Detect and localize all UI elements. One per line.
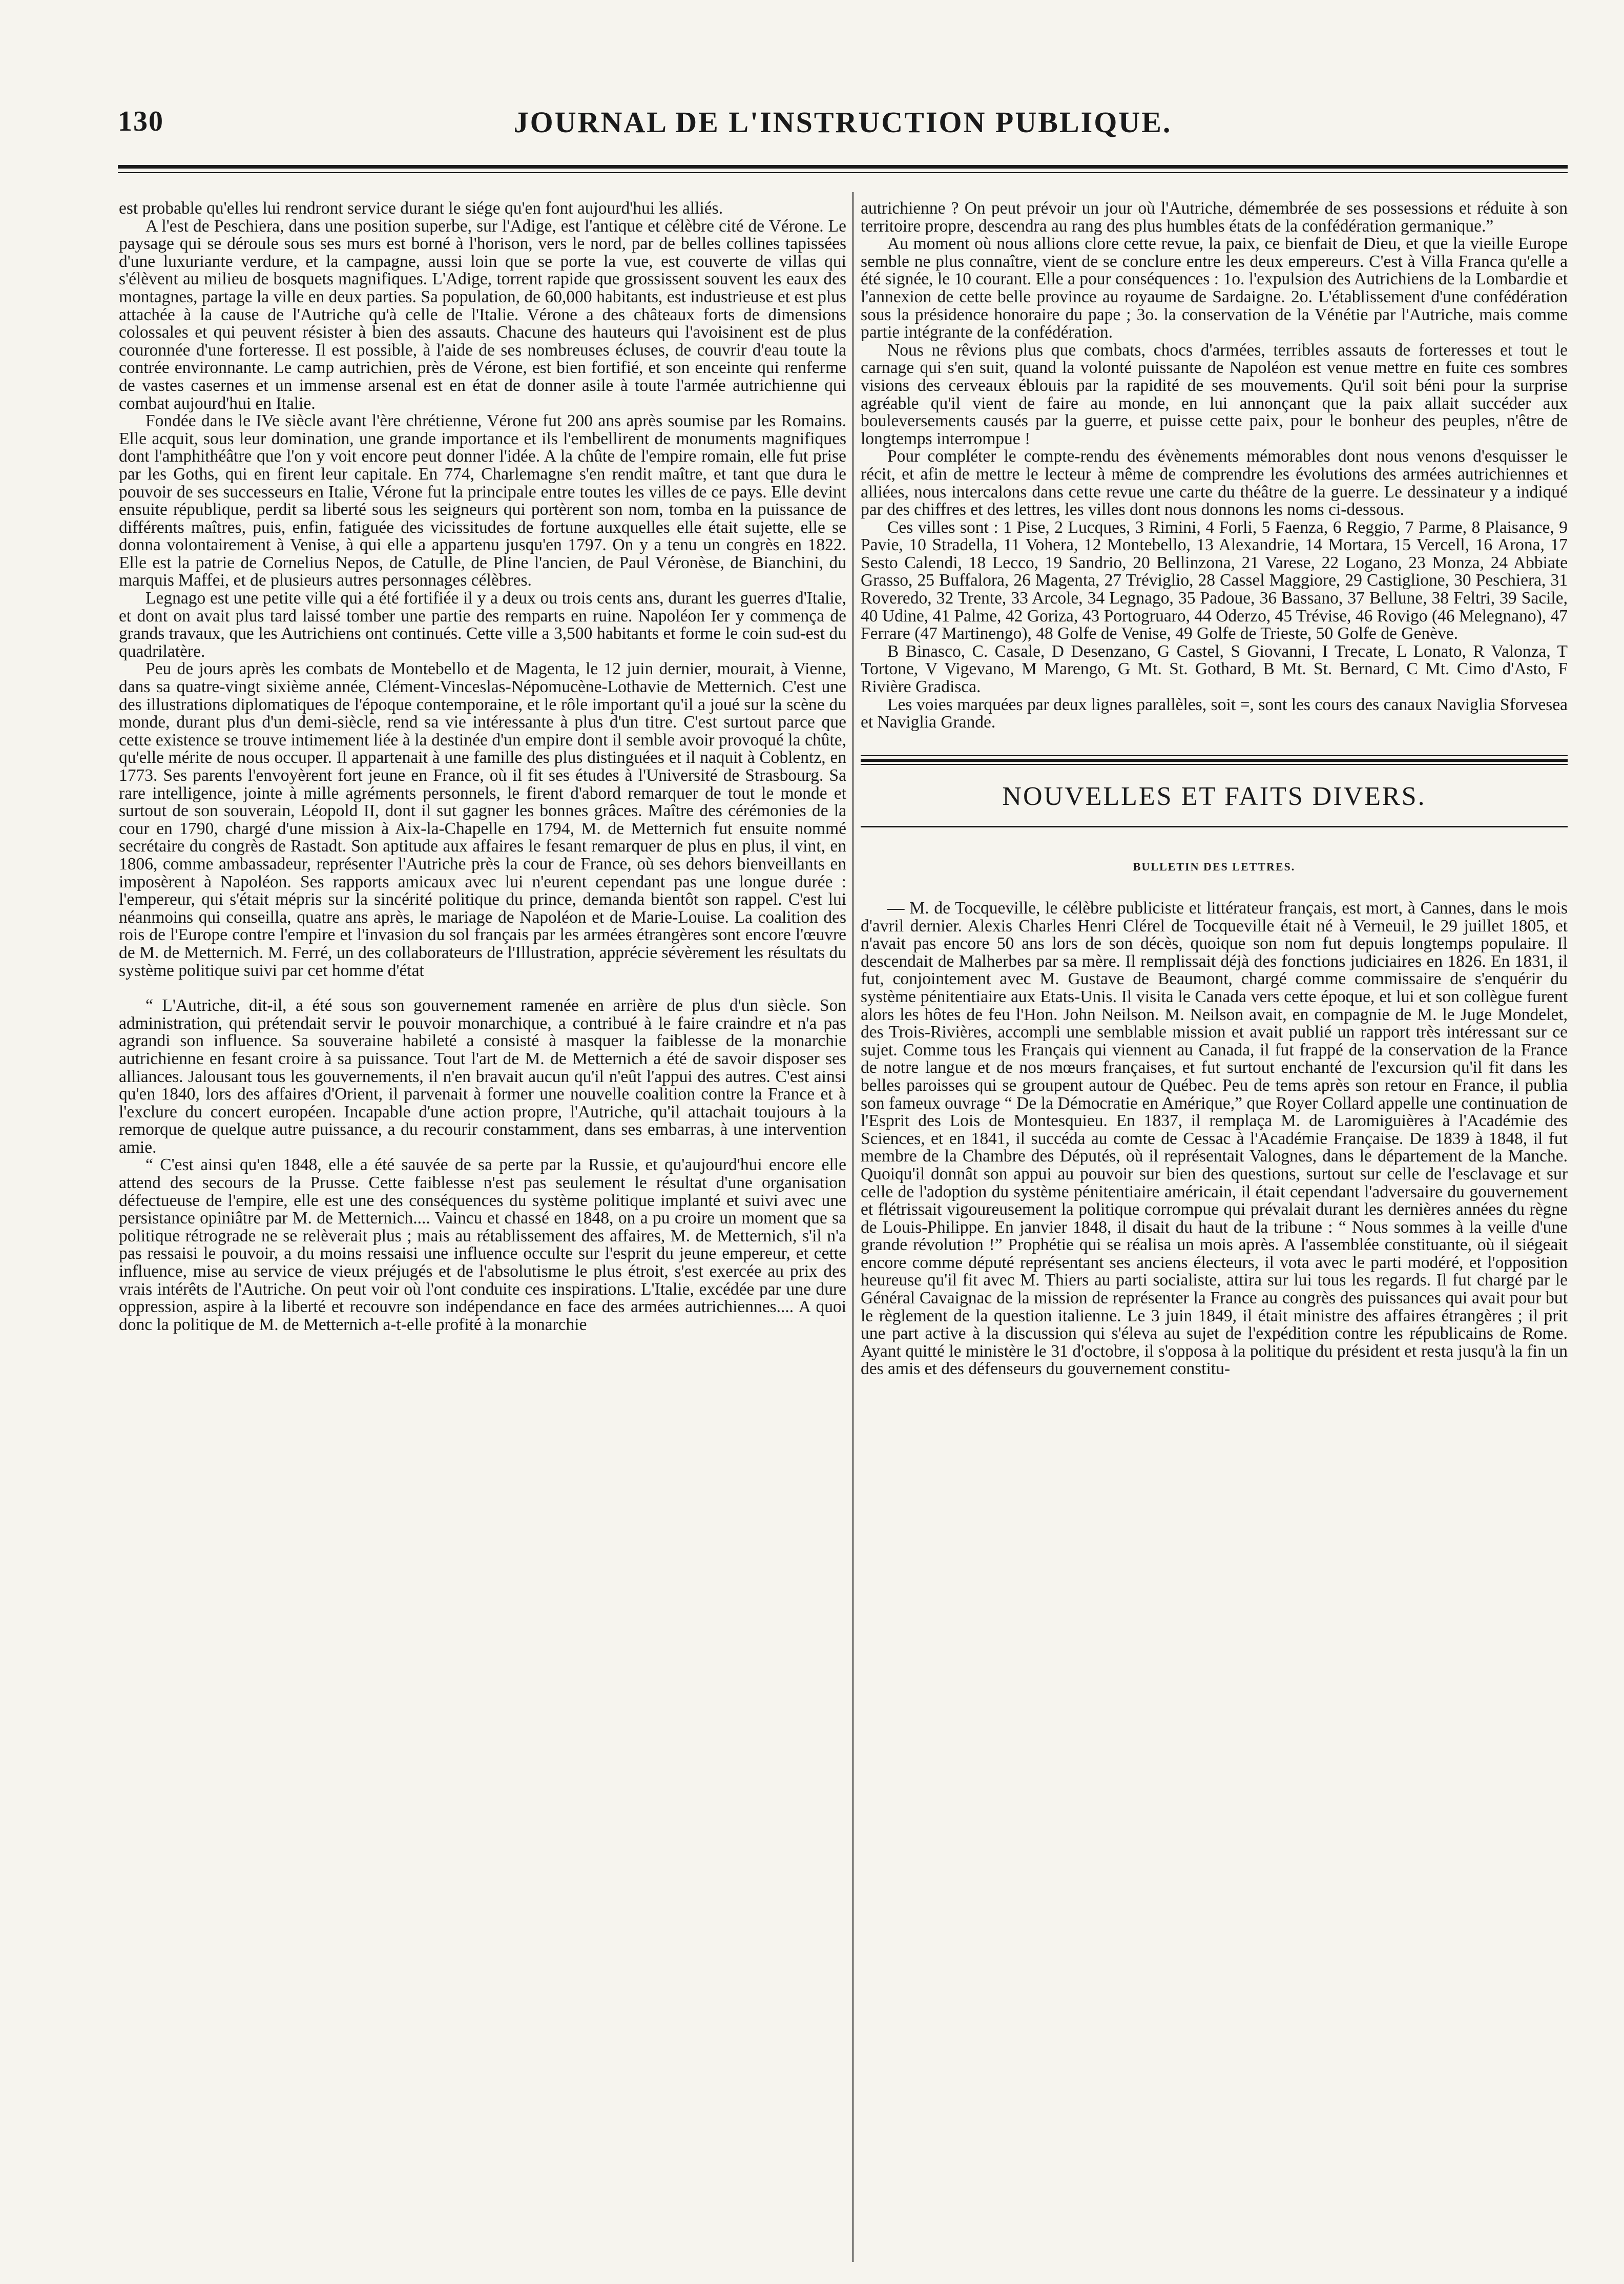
paragraph: “ L'Autriche, dit-il, a été sous son gouvernement ramenée en arrière de plus d'un siècle. Son administration, qui prétendait servir le pouvoir monarchique, a contribué à le faire craindre et n'a pas agrandi son influence. Sa souveraine habileté a consisté à masquer la faiblesse de la monarchie autrichienne en fesant croire à sa puissance. Tout l'art de M. de Metternich a été de savoir disposer ses alliances. Jalousant tous les gouvernements, il n'en bravait aucun qu'il n'eût l'appui des autres. C'est ainsi qu'en 1840, lors des affaires d'Orient, il parvenait à former une nouvelle coalition contre la France et à l'exclure du concert européen. Incapable d'une action propre, l'Autriche, qu'il attachait toujours à la remorque de quelque autre puissance, a du recourir constamment, dans ses embarras, à une intervention amie. <box>119 996 846 1157</box>
paragraph: B Binasco, C. Casale, D Desenzano, G Castel, S Giovanni, I Trecate, L Lonato, R Valonza, T Tortone, V Vigevano, M Marengo, G Mt. St. Gothard, B Mt. St. Bernard, C Mt. Cimo d'Asto, F Rivière Gradisca. <box>861 641 1568 697</box>
paragraph: Fondée dans le IVe siècle avant l'ère chrétienne, Vérone fut 200 ans après soumise par les Romains. Elle acquit, sous leur domination, une grande importance et ils l'embellirent de monuments magnifiques dont l'amphithéâtre que l'on y voit encore peut donner l'idée. A la chûte de l'empire romain, elle fut prise par les Goths, qui en firent leur capitale. En 774, Charlemagne s'en rendit maître, et tant que dura le pouvoir de ses successeurs en Italie, Vérone fut la principale entre toutes les villes de ce pays. Elle devint ensuite république, perdit sa liberté sous les seigneurs qui portèrent son nom, tomba en la puissance de différents maîtres, puis, enfin, fatiguée des vicissitudes de fortune auxquelles elle était sujette, elle se donna volontairement à Venise, à qui elle a appartenu jusqu'en 1797. On y a tenu un congrès en 1822. Elle est la patrie de Cornelius Nepos, de Catulle, de Pline l'ancien, de Paul Véronèse, de Bianchini, du marquis Maffei, et de plusieurs autres personnages célèbres. <box>119 411 846 590</box>
paragraph: Peu de jours après les combats de Montebello et de Magenta, le 12 juin dernier, mourait, à Vienne, dans sa quatre-vingt sixième année, Clément-Vinceslas-Népomucène-Lothavie de Metternich. C'est une des illustrations diplomatiques de l'époque contemporaine, et le rôle important qu'il a joué sur la scène du monde, durant plus d'un demi-siècle, rend sa vie intéressante à plus d'un titre. C'est surtout parce que cette existence se trouve intimement liée à la destinée d'un empire dont il semble avoir provoqué la chûte, qu'elle mérite de nous occuper. Il appartenait à une famille des plus distinguées et il naquit à Coblentz, en 1773. Ses parents l'envoyèrent fort jeune en France, où il fit ses études à l'Université de Strasbourg. Sa rare intelligence, jointe à mille agréments personnels, le firent d'abord remarquer de tout le monde et surtout de son souverain, Léopold II, dont il sut gagner les bonnes grâces. Maître des cérémonies de la cour en 1790, chargé d'une mission à Aix-la-Chapelle en 1794, M. de Metternich fut ensuite nommé secrétaire du congrès de Rastadt. Son aptitude aux affaires le fesant remarquer de plus en plus, il vint, en 1806, comme ambassadeur, représenter l'Autriche près la cour de France, où ses dehors bienveillants en imposèrent à Napoléon. Ses rapports amicaux avec lui n'eurent cependant pas une longue durée : l'empereur, qui s'était mépris sur la sincérité politique du prince, demanda bientôt son rappel. C'est lui néanmoins qui conseilla, quatre ans après, le mariage de Napoléon et de Marie-Louise. La coalition des rois de l'Europe contre l'empire et l'invasion du sol français par les armées étrangères sont encore l'œuvre de M. de Metternich. M. Ferré, un des collaborateurs de l'Illustration, apprécie sévèrement les résultats du système politique suivi par cet homme d'état <box>119 659 846 980</box>
paragraph: A l'est de Peschiera, dans une position superbe, sur l'Adige, est l'antique et célèbre cité de Vérone. Le paysage qui se déroule sous ses murs est borné à l'horison, vers le nord, par de belles collines tapissées d'une luxuriante verdure, et la campagne, aussi loin que se porte la vue, est couverte de villas qui s'élèvent au milieu de bosquets magnifiques. L'Adige, torrent rapide que grossissent souvent les eaux des montagnes, partage la ville en deux parties. Sa population, de 60,000 habitants, est industrieuse et est plus attachée à la cause de l'Autriche qu'à celle de l'Italie. Vérone a des châteaux forts de dimensions colossales et qui peuvent résister à bien des assauts. Chacune des hauteurs qui l'avoisinent est de plus couronnée d'une forteresse. Il est possible, à l'aide de ses nombreuses écluses, de couvrir d'eau toute la contrée environnante. Le camp autrichien, près de Vérone, est bien fortifié, et son enceinte qui renferme de vastes casernes et un immense arsenal est en état de donner asile à toute l'armée autrichienne qui combat aujourd'hui en Italie. <box>119 216 846 413</box>
subsection-heading: BULLETIN DES LETTRES. <box>1133 860 1296 874</box>
paragraph: — M. de Tocqueville, le célèbre publiciste et littérateur français, est mort, à Cannes, dans le mois d'avril dernier. Alexis Charles Henri Clérel de Tocqueville était né à Verneuil, le 29 juillet 1805, et n'avait pas encore 50 ans lors de son décès, quoique son nom fut depuis longtemps populaire. Il descendait de Malherbes par sa mère. Il remplissait déjà des fonctions judiciaires en 1826. En 1831, il fut, conjointement avec M. Gustave de Beaumont, chargé comme commissaire de s'enquérir du système pénitentiaire aux Etats-Unis. Il visita le Canada vers cette époque, et lui et son collègue furent alors les hôtes de feu l'Hon. John Neilson. M. Neilson avait, en compagnie de M. le Juge Mondelet, des Trois-Rivières, accompli une semblable mission et avait publié un rapport très intéressant sur ce sujet. Comme tous les Français qui viennent au Canada, il fut frappé de la conservation de la France de notre langue et de nos mœurs françaises, et fut surtout enchanté de l'excursion qu'il fit dans les belles paroisses qui se groupent autour de Québec. Peu de tems après son retour en France, il publia son fameux ouvrage “ De la Démocratie en Amérique,” que Royer Collard appelle une continuation de l'Esprit des Lois de Montesquieu. En 1837, il remplaça M. de Laromiguières à l'Académie des Sciences, et en 1841, il succéda au comte de Cessac à l'Académie Française. De 1839 à 1848, il fut membre de la Chambre des Députés, où il représentait Valognes, dans le département de la Manche. Quoiqu'il donnât son appui au pouvoir sur bien des questions, surtout sur celle de l'esclavage et sur celle de l'adoption du système pénitentiaire américain, il était cependant l'adversaire du gouvernement et flétrissait vigoureusement la politique corrompue qui prévalait durant les dernières années du règne de Louis-Philippe. En janvier 1848, il disait du haut de la tribune : “ Nous sommes à la veille d'une grande révolution !” Prophétie qui se réalisa un mois après. A l'assemblée constituante, où il siégeait encore comme député représentant ses anciens électeurs, il vota avec le parti modéré, et l'opposition heureuse qu'il fit avec M. Thiers au parti socialiste, attira sur lui tous les regards. Il fut chargé par le Général Cavaignac de la mission de représenter la France au congrès des puissances qui avait pour but le règlement de la question italienne. Le 3 juin 1849, il était ministre des affaires étrangères ; il prit une part active à la discussion qui s'éleva au sujet de l'expédition contre les républicains de Rome. Ayant quitté le ministère le 31 d'octobre, il s'opposa à la politique du président et resta jusqu'à la fin un des amis et des défenseurs du gouvernement constitu- <box>861 899 1568 1379</box>
page-header <box>118 105 1568 151</box>
section-divider <box>861 755 1568 765</box>
column-divider <box>852 192 853 2262</box>
paragraph: Les voies marquées par deux lignes parallèles, soit =, sont les cours des canaux Naviglia Sforvesea et Naviglia Grande. <box>861 695 1568 732</box>
header-rule-thick <box>118 165 1568 169</box>
right-column <box>861 200 1568 2254</box>
paragraph: est probable qu'elles lui rendront service durant le siége qu'en font aujourd'hui les alliés. <box>119 200 723 218</box>
paragraph: Legnago est une petite ville qui a été fortifiée il y a deux ou trois cents ans, durant les guerres d'Italie, et dont on avait plus tard laissé tomber une partie des remparts en ruine. Napoléon Ier y commença de grands travaux, que les Autrichiens ont continués. Cette ville a 3,500 habitants et forme le coin sud-est du quadrilatère. <box>119 589 846 661</box>
paragraph: Pour compléter le compte-rendu des évènements mémorables dont nous venons d'esquisser le récit, et afin de mettre le lecteur à même de comprendre les évolutions des armées autrichiennes et alliées, nous intercalons dans cette revue une carte du théâtre de la guerre. Le dessinateur y a indiqué par des chiffres et des lettres, les villes dont nous donnons les noms ci-dessous. <box>861 447 1568 520</box>
journal-title: JOURNAL DE L'INSTRUCTION PUBLIQUE. <box>513 106 1172 139</box>
paragraph: Nous ne rêvions plus que combats, chocs d'armées, terribles assauts de forteresses et tout le carnage qui s'en suit, quand la volonté puissante de Napoléon est venue mettre en fuite ces sombres visions des cerveaux éblouis par la rapidité de ses mouvements. Qu'il soit béni pour la surprise agréable qu'il vient de faire au monde, en lui annonçant que la paix allait succéder aux bouleversements causés par la guerre, et puisse cette paix, pour le bonheur des peuples, n'être de longtemps interrompue ! <box>861 340 1568 448</box>
section-title: NOUVELLES ET FAITS DIVERS. <box>1002 781 1426 811</box>
paragraph: autrichienne ? On peut prévoir un jour où l'Autriche, démembrée de ses possessions et réduite à son territoire propre, descendra au rang des plus humbles états de la confédération germanique.” <box>861 200 1568 236</box>
paragraph: Ces villes sont : 1 Pise, 2 Lucques, 3 Rimini, 4 Forli, 5 Faenza, 6 Reggio, 7 Parme, 8 Plaisance, 9 Pavie, 10 Stradella, 11 Vohera, 12 Montebello, 13 Alexandrie, 14 Mortara, 15 Vercell, 16 Arona, 17 Sesto Calendi, 18 Lecco, 19 Sandrio, 20 Bellinzona, 21 Varese, 22 Logano, 23 Monza, 24 Abbiate Grasso, 25 Buffalora, 26 Magenta, 27 Tréviglio, 28 Cassel Maggiore, 29 Castiglione, 30 Peschiera, 31 Roveredo, 32 Trente, 33 Arcole, 34 Legnago, 35 Padoue, 36 Bassano, 37 Bellune, 38 Feltri, 39 Sacile, 40 Udine, 41 Palme, 42 Goriza, 43 Portogruaro, 44 Oderzo, 45 Trévise, 46 Rovigo (46 Melegnano), 47 Ferrare (47 Martinengo), 48 Golfe de Venise, 49 Golfe de Trieste, 50 Golfe de Genève. <box>861 517 1568 643</box>
page-number: 130 <box>118 106 164 137</box>
left-column <box>119 200 846 2254</box>
paragraph: “ C'est ainsi qu'en 1848, elle a été sauvée de sa perte par la Russie, et qu'aujourd'hui encore elle attend des secours de la Prusse. Cette faiblesse n'est pas seulement le résultat d'une organisation défectueuse de l'empire, elle est une des conséquences du système politique implanté et suivi avec une persistance opiniâtre par M. de Metternich.... Vaincu et chassé en 1848, on a pu croire un moment que sa politique rétrograde ne se relèverait plus ; mais au rétablissement des affaires, M. de Metternich, s'il n'a pas ressaisi le pouvoir, a du moins ressaisi une influence occulte sur l'esprit du jeune empereur, et cette influence, mise au service de vieux préjugés et de l'absolutisme le plus étroit, s'est exercée au prix des vrais intérêts de l'Autriche. On peut voir où l'ont conduite ces inspirations. L'Italie, excédée par une dure oppression, aspire à la liberté et recouvre son indépendance en face des armées autrichiennes.... A quoi donc la politique de M. de Metternich a-t-elle profité à la monarchie <box>119 1155 846 1334</box>
header-rule-thin <box>118 172 1568 173</box>
paragraph: Au moment où nous allions clore cette revue, la paix, ce bienfait de Dieu, et que la vieille Europe semble ne plus connaître, vient de se conclure entre les deux empereurs. C'est à Villa Franca qu'elle a été signée, le 10 courant. Elle a pour conséquences : 1o. l'expulsion des Autrichiens de la Lombardie et l'annexion de cette belle province au royaume de Sardaigne. 2o. L'établissement d'une confédération sous la présidence honoraire du pape ; 3o. la conservation de la Vénétie par l'Autriche, mais comme partie intégrante de la confédération. <box>861 234 1568 342</box>
section-rule <box>861 826 1568 827</box>
